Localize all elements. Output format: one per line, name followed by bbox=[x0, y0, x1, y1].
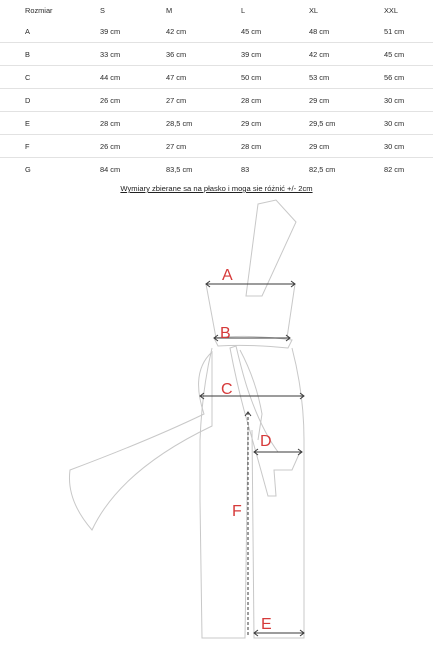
table-cell: 29 cm bbox=[309, 141, 330, 151]
table-cell: 44 cm bbox=[100, 72, 121, 82]
table-cell: 26 cm bbox=[100, 95, 121, 105]
table-cell: 42 cm bbox=[309, 49, 330, 59]
table-row bbox=[0, 43, 433, 66]
table-row bbox=[0, 20, 433, 43]
shoulder-strap-outline bbox=[246, 200, 296, 296]
size-chart-table bbox=[0, 0, 433, 180]
inner-drape-outline bbox=[240, 350, 262, 440]
table-cell: 28 cm bbox=[241, 95, 262, 105]
header-cell-s: S bbox=[100, 5, 105, 15]
table-cell: 45 cm bbox=[384, 49, 405, 59]
header-cell-m: M bbox=[166, 5, 173, 15]
label-e: E bbox=[261, 616, 272, 633]
table-cell: 28 cm bbox=[241, 141, 262, 151]
table-cell: 28,5 cm bbox=[166, 118, 193, 128]
table-cell: 48 cm bbox=[309, 26, 330, 36]
table-cell: 56 cm bbox=[384, 72, 405, 82]
garment-outline bbox=[69, 200, 304, 638]
row-label: D bbox=[25, 95, 31, 105]
table-row bbox=[0, 66, 433, 89]
header-cell-xl: XL bbox=[309, 5, 319, 15]
table-cell: 29 cm bbox=[241, 118, 262, 128]
header-cell-size: Rozmiar bbox=[25, 5, 53, 15]
table-cell: 83,5 cm bbox=[166, 164, 193, 174]
table-cell: 47 cm bbox=[166, 72, 187, 82]
size-table-header-row bbox=[0, 0, 433, 20]
table-cell: 27 cm bbox=[166, 141, 187, 151]
label-a: A bbox=[222, 267, 233, 284]
header-cell-l: L bbox=[241, 5, 246, 15]
table-cell: 30 cm bbox=[384, 118, 405, 128]
row-label: C bbox=[25, 72, 31, 82]
row-label: E bbox=[25, 118, 30, 128]
table-row bbox=[0, 89, 433, 112]
table-row bbox=[0, 158, 433, 181]
table-row bbox=[0, 135, 433, 158]
table-cell: 29,5 cm bbox=[309, 118, 336, 128]
table-cell: 39 cm bbox=[241, 49, 262, 59]
table-cell: 29 cm bbox=[309, 95, 330, 105]
table-cell: 36 cm bbox=[166, 49, 187, 59]
table-cell: 82 cm bbox=[384, 164, 405, 174]
table-cell: 28 cm bbox=[100, 118, 121, 128]
row-label: A bbox=[25, 26, 30, 36]
table-cell: 33 cm bbox=[100, 49, 121, 59]
table-cell: 82,5 cm bbox=[309, 164, 336, 174]
table-cell: 27 cm bbox=[166, 95, 187, 105]
table-cell: 39 cm bbox=[100, 26, 121, 36]
row-label: G bbox=[25, 164, 31, 174]
table-row bbox=[0, 112, 433, 135]
table-cell: 30 cm bbox=[384, 95, 405, 105]
row-label: B bbox=[25, 49, 30, 59]
row-label: F bbox=[25, 141, 30, 151]
table-cell: 30 cm bbox=[384, 141, 405, 151]
garment-measurement-diagram bbox=[0, 195, 433, 650]
label-f: F bbox=[232, 503, 242, 520]
label-c: C bbox=[221, 381, 233, 398]
tie-sash-outline bbox=[230, 346, 300, 496]
table-cell: 26 cm bbox=[100, 141, 121, 151]
label-d: D bbox=[260, 433, 272, 450]
table-cell: 45 cm bbox=[241, 26, 262, 36]
table-cell: 50 cm bbox=[241, 72, 262, 82]
table-cell: 42 cm bbox=[166, 26, 187, 36]
table-cell: 51 cm bbox=[384, 26, 405, 36]
measurement-note: Wymiary zbierane sa na płasko i moga sie różnić +/- 2cm bbox=[120, 184, 313, 193]
header-cell-xxl: XXL bbox=[384, 5, 398, 15]
table-cell: 53 cm bbox=[309, 72, 330, 82]
trouser-right-outline bbox=[252, 348, 304, 638]
left-flared-sleeve-outline bbox=[69, 352, 212, 530]
label-b: B bbox=[220, 325, 231, 342]
table-cell: 83 bbox=[241, 164, 250, 174]
table-cell: 84 cm bbox=[100, 164, 121, 174]
